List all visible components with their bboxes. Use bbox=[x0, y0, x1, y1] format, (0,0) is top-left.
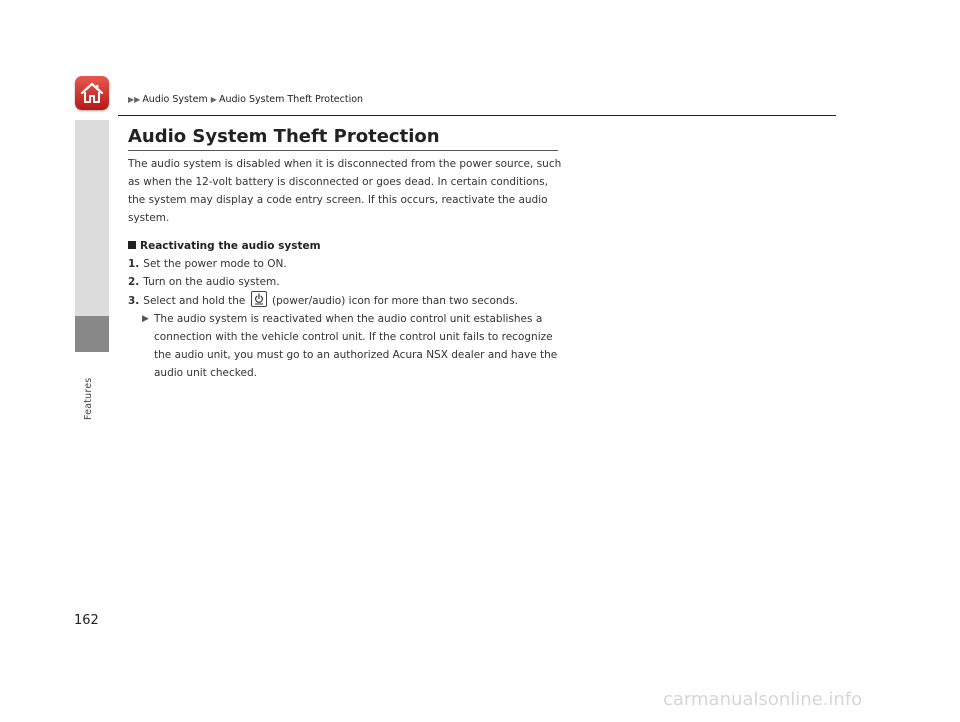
page-number: 162 bbox=[74, 613, 99, 628]
breadcrumb-item[interactable]: Audio System bbox=[142, 94, 208, 105]
home-icon bbox=[79, 80, 105, 106]
step-item: 2. Turn on the audio system. bbox=[128, 276, 280, 288]
result-arrow-icon: ▶ bbox=[142, 314, 149, 324]
power-audio-icon bbox=[251, 291, 267, 307]
watermark: carmanualsonline.info bbox=[663, 689, 863, 710]
step-item: 1. Set the power mode to ON. bbox=[128, 258, 287, 270]
title-divider bbox=[128, 150, 558, 151]
sidebar-label: Features bbox=[83, 377, 94, 420]
breadcrumb-arrow-icon: ▶▶ bbox=[128, 95, 141, 104]
intro-paragraph: The audio system is disabled when it is disconnected from the power source, such as when the 12-volt battery is disconnected or goes dead. In certain conditions, the system may display a code entry screen. If this occurs, reactivate the audio system. bbox=[128, 158, 562, 224]
breadcrumb-item[interactable]: Audio System Theft Protection bbox=[218, 94, 364, 105]
breadcrumb-arrow-icon: ▶ bbox=[210, 95, 217, 104]
step-item: 3. Select and hold the (power/audio) icon for more than two seconds. bbox=[128, 291, 566, 310]
page-title: Audio System Theft Protection bbox=[128, 126, 440, 147]
header-divider bbox=[118, 115, 836, 116]
breadcrumb bbox=[128, 94, 363, 105]
sidebar-tab-features[interactable] bbox=[75, 316, 109, 352]
sidebar-tab-inactive[interactable] bbox=[75, 120, 109, 316]
step-result: ▶ The audio system is reactivated when the audio control unit establishes a connection with the vehicle control unit. If the control unit fails to recognize the audio unit, you must go to an authorized Acura NSX dealer and have the audio unit checked. bbox=[128, 310, 566, 382]
home-button[interactable] bbox=[75, 76, 109, 110]
content-body bbox=[128, 155, 566, 382]
section-heading: Reactivating the audio system bbox=[128, 237, 566, 255]
square-bullet-icon bbox=[128, 241, 136, 249]
